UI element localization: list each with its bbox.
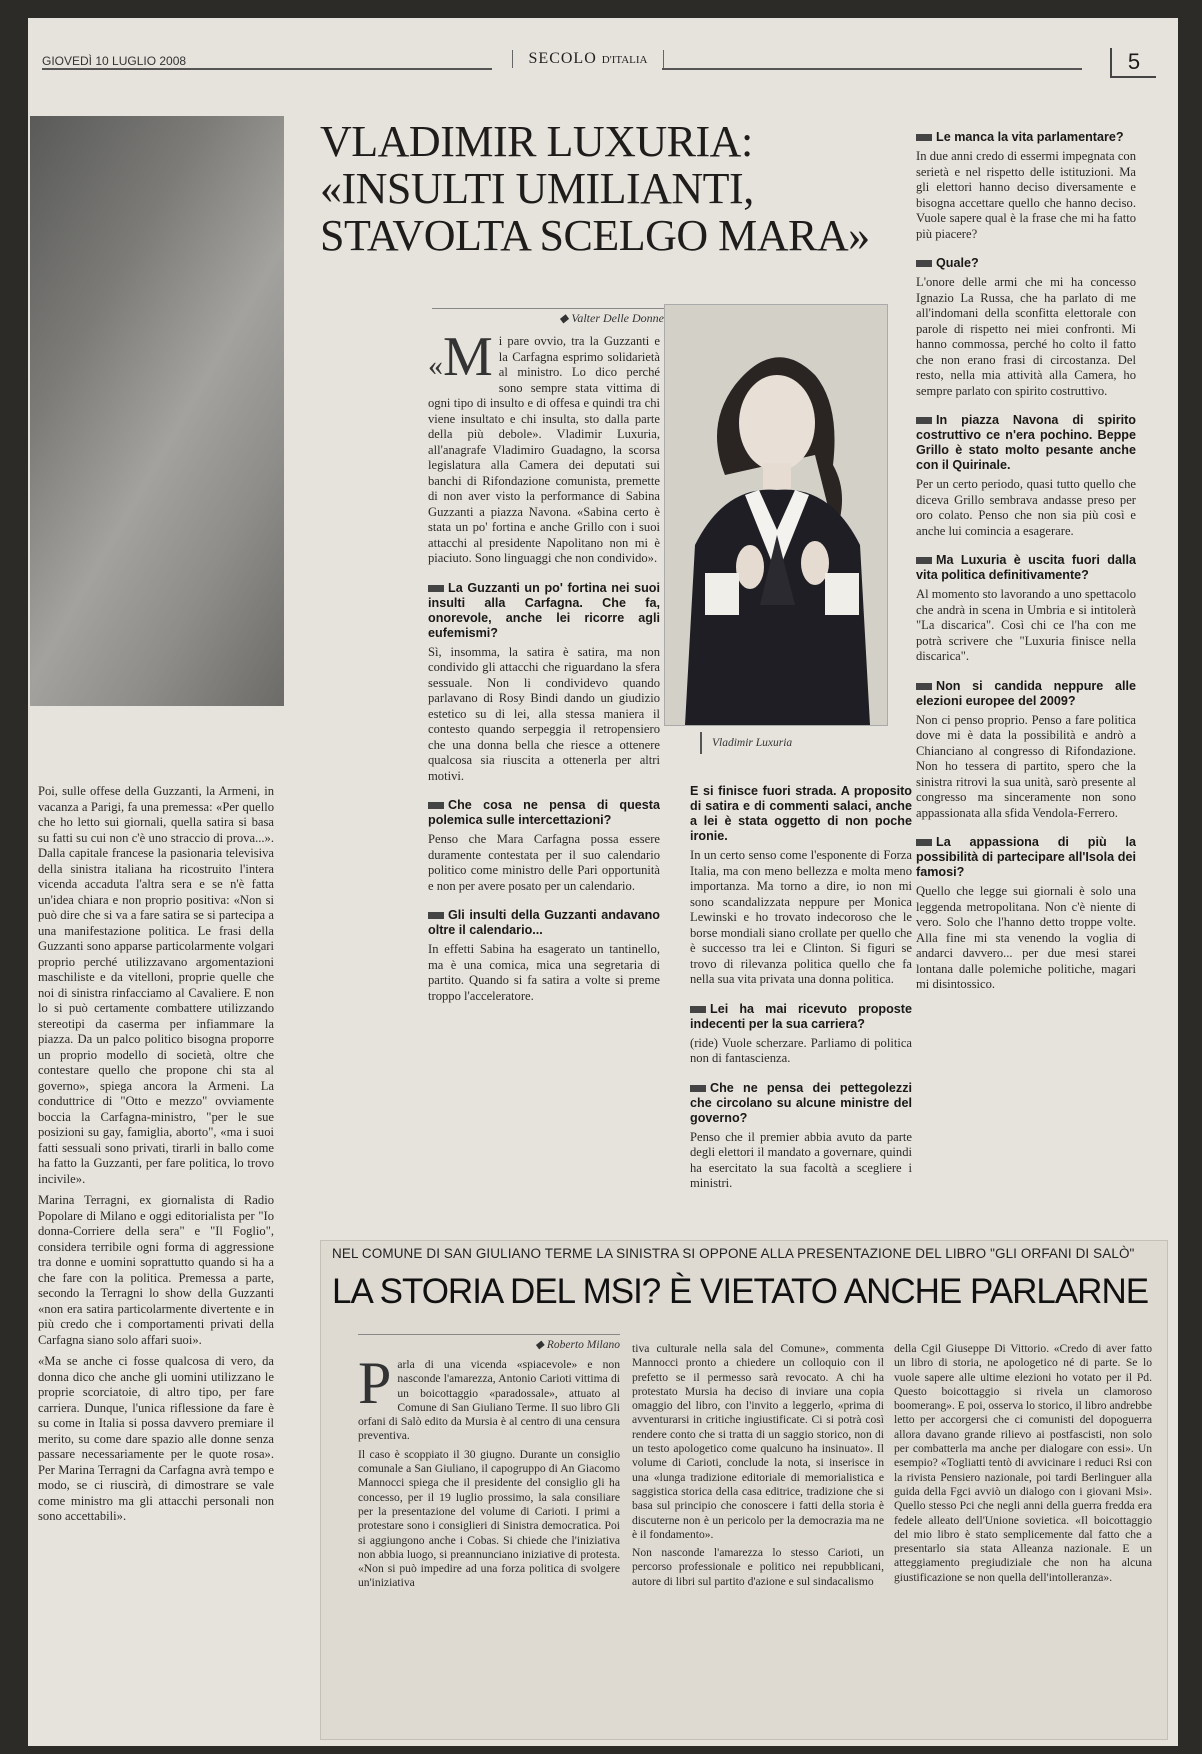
- question: [916, 413, 1136, 473]
- answer: In effetti Sabina ha esagerato un tantinello, ma è una comica, mica una segretaria di partito. Quando si fa satira a volte si preme troppo l'acceleratore.: [428, 942, 660, 1003]
- question-text: Lei ha mai ricevuto proposte indecenti per la sua carriera?: [690, 1001, 912, 1031]
- question: [916, 553, 1136, 583]
- left-paragraph: Marina Terragni, ex giornalista di Radio Popolare di Milano e oggi editorialista per "Io donna-Corriere della sera" e "Il Foglio", considera terribile ogni forma di aggressione tra donne e uomini soprattutto quando si ha a che fare con la politica. Premessa a parte, secondo la Terragni lo show della Guzzanti «non era satira particolarmente divertente e in più credo che i comportamenti privati della Carfagna siano solo affari suoi».: [38, 1193, 274, 1347]
- byline-name: Roberto Milano: [546, 1339, 620, 1351]
- question: [916, 130, 1136, 145]
- question: [916, 835, 1136, 880]
- article-column-3: [916, 116, 1136, 1206]
- question-text: Gli insulti della Guzzanti andavano oltre il calendario...: [428, 908, 660, 937]
- newspaper-page: [28, 18, 1178, 1746]
- answer: L'onore delle armi che mi ha concesso Ignazio La Russa, che ha parlato di me all'indomani della sconfitta elettorale con parole di rispetto nei miei confronti. Mi hanno commossa, perché ho colto il fatto che non erano frasi di circostanza. Del resto, nella mia attività alla Camera, ho sempre parlato con spirito costruttivo.: [916, 275, 1136, 398]
- question-marker: [428, 802, 444, 809]
- question-marker: [916, 260, 932, 267]
- article2-title: LA STORIA DEL MSI? È VIETATO ANCHE PARLARNE: [332, 1272, 1149, 1311]
- article-column-2: [690, 784, 912, 1204]
- photo-luxuria: [664, 304, 888, 726]
- intro-text: i pare ovvio, tra la Guzzanti e la Carfagna esprimo solidarietà al ministro. Lo dico perché sono sempre stata vittima di ogni tipo di insulto e di offesa e quindi tra chi viene insultato e chi insulta, sto dalla parte della più debole». Vladimir Luxuria, all'anagrafe Vladimiro Guadagno, la scorsa legislatura alla Camera dei deputati sui banchi di Rifondazione comunista, premette di non aver visto la performance di Sabina Guzzanti a piazza Navona. «Sabina certo è stata un po' fortina e anche Grillo con i suoi attacchi al presidente Napolitano non mi è piaciuto. Sono linguaggi che non condivido».: [428, 334, 660, 565]
- quote-mark: «: [428, 349, 443, 382]
- question-text: Non si candida neppure alle elezioni europee del 2009?: [916, 678, 1136, 708]
- question-text: La appassiona di più la possibilità di partecipare all'Isola dei famosi?: [916, 835, 1136, 879]
- answer: Penso che Mara Carfagna possa essere duramente contestata per il suo calendario politico come ministro delle Pari opportunità e non per avere posato per un calendario.: [428, 832, 660, 893]
- masthead-name: SECOLO: [528, 50, 597, 67]
- answer: Per un certo periodo, quasi tutto quello che diceva Grillo sembrava andasse preso per oro colato. Penso che non sia più così e anche lui comincia a esagerare.: [916, 477, 1136, 538]
- question: [916, 679, 1136, 709]
- article2-column-2: [632, 1342, 884, 1730]
- answer: Al momento sto lavorando a uno spettacolo che andrà in scena in Umbria e si intitolerà "La discarica". Così chi ce l'ha con me potrà scrivere che "Luxuria finisce nella discarica".: [916, 587, 1136, 663]
- question-text: E si finisce fuori strada. A proposito di satira e di commenti salaci, anche a lei è stata oggetto di non poche ironie.: [690, 784, 912, 843]
- question-marker: [690, 1006, 706, 1013]
- question-text: Che ne pensa dei pettegolezzi che circolano su alcune ministre del governo?: [690, 1080, 912, 1125]
- left-paragraph: «Ma se anche ci fosse qualcosa di vero, da donna dico che anche gli uomini utilizzano le proprie scorciatoie, di altro tipo, per fare carriera. Dunque, l'unica riflessione da fare è su come in Italia si possa davvero premiare il merito, su come dare spazio alle donne senza passare necessariamente per le quote rosa». Per Marina Terragni da Carfagna avrà tempo e modo, se ci riuscirà, di dimostrare se vale come ministro ma gli attacchi personali non sono accettabili».: [38, 1354, 274, 1523]
- header-rule-right: [662, 68, 1082, 70]
- article-column-1: [428, 334, 660, 1254]
- question: [690, 1081, 912, 1126]
- byline-name: Valter Delle Donne: [571, 311, 664, 325]
- question-text: Le manca la vita parlamentare?: [936, 130, 1124, 144]
- question-text: Quale?: [936, 256, 979, 270]
- issue-date: GIOVEDÌ 10 LUGLIO 2008: [42, 54, 187, 68]
- answer: Non ci penso proprio. Penso a fare politica dove mi è data la possibilità e andrò a Chianciano al congresso di Rifondazione. Non ho tessera di partito, spero che la sinistra ritrovi la sua unità, sarò presente al congresso ma sinceramente non sono appassionata alla sfida Vendola-Ferrero.: [916, 712, 1136, 820]
- paragraph-text: arla di una vicenda «spiacevole» e non nasconde l'amarezza, Antonio Carioti vittima di un boicottaggio «paradossale», attuato al Comune di San Giuliano Terme. Il suo libro Gli orfani di Salò edito da Mursia è al centro di una censura preventiva.: [358, 1358, 620, 1443]
- portrait-illustration: [665, 305, 887, 725]
- question-marker: [690, 1085, 706, 1092]
- article2-kicker: NEL COMUNE DI SAN GIULIANO TERME LA SINISTRA SI OPPONE ALLA PRESENTAZIONE DEL LIBRO "GLI ORFANI DI SALÒ": [332, 1246, 1135, 1261]
- answer: In due anni credo di essermi impegnata con serietà e nel rispetto delle istituzioni. Ma gli elettori hanno deciso diversamente e bisogna accettare quello che hanno deciso. Vuole sapere qual è la frase che mi ha fatto più piacere?: [916, 149, 1136, 241]
- article-byline: ◆ Valter Delle Donne: [432, 308, 664, 326]
- answer: Quello che legge sui giornali è solo una leggenda metropolitana. Non c'è niente di vero. Solo che l'hanno detto troppe volte. Alla fine mi sta venendo la voglia di andarci davvero... per due mesi starei lontana dalle polemiche politiche, magari mi disintossico.: [916, 884, 1136, 991]
- answer: (ride) Vuole scherzare. Parliamo di politica non di fantascienza.: [690, 1035, 912, 1065]
- article2-column-1: [358, 1358, 620, 1730]
- article2-paragraph: della Cgil Giuseppe Di Vittorio. «Credo di aver fatto un libro di storia, ne apologetico né di parte. Se lo vuole sapere alle ultime elezioni ho votato per il Pd. Questo boicottaggio si rivela un clamoroso boomerang». E poi, osserva lo storico, il libro andrebbe letto per accorgersi che ci comunisti del dopoguerra allora davano grande rilievo ai postfascisti, non solo per combatterla ma anche per dialogare con essi». Un esempio? «Togliatti tentò di avvicinare i reduci Rsi con la rivista Pensiero nazionale, poi tardi Berlinguer alla guida della Fgci avviò un dialogo con i giovani Msi». Quello stesso Pci che negli anni della guerra fredda era fedele alleato dell'Unione sovietica. «Il boicottaggio del mio libro è stato semplicemente dal fatto che a presentarlo sia stata Alleanza nazionale. E un atteggiamento pregiudiziale che non ha alcuna giustificazione se non quella dell'intolleranza».: [894, 1342, 1152, 1584]
- question-marker: [428, 912, 444, 919]
- article-title: VLADIMIR LUXURIA: «INSULTI UMILIANTI, STAVOLTA SCELGO MARA»: [320, 117, 870, 260]
- article2-byline: ◆ Roberto Milano: [358, 1334, 620, 1351]
- question: [690, 1002, 912, 1032]
- question-text: In piazza Navona di spirito costruttivo ce n'era pochino. Beppe Grillo è stato molto pesante anche con il Quirinale.: [916, 413, 1136, 472]
- article2-paragraph: [358, 1358, 620, 1444]
- article2-paragraph: tiva culturale nella sala del Comune», commenta Mannocci pronto a chiedere un colloquio con il prefetto se il permesso sarà revocato. A chi ha protestato Mursia ha deciso di inviare una copia omaggio del libro, con l'invito a leggerlo, «prima di avventurarsi in critiche ingiustificate. Ci si potrà così rendere conto che si tratta di un saggio storico, non di un testo apologetico come qualcuno ha insinuato». Il volume di Carioti, conclude la nota, si inserisce in una «lunga tradizione editoriale di memorialistica e saggistica storica della casa editrice, tradizione che si basa sul principio che conoscere i fatti della storia è discuterne non è un pericolo per la democrazia ma ne è il fondamento».: [632, 1342, 884, 1541]
- answer: In un certo senso come l'esponente di Forza Italia, ma con meno bellezza e molta meno importanza. Ma torno a dire, io non mi sono scandalizzata neppure per Monica Lewinski e ho trovato indecoroso che le borse mondiali siano crollate per quello che è successo tra lei e Clinton. Si figuri se trovo di rilevanza politica quello che fa nella sua vita privata una donna politica.: [690, 848, 912, 986]
- article2-column-3: [894, 1342, 1152, 1730]
- header-rule-left: [42, 68, 492, 70]
- article-left-column: [38, 784, 274, 1724]
- masthead-suffix: D'ITALIA: [601, 54, 648, 66]
- question: [916, 256, 1136, 271]
- article2-paragraph: Non nasconde l'amarezza lo stesso Carioti, un percorso professionale e politico nei repubblicani, autore di libri sul partito d'azione e sul sindacalismo: [632, 1546, 884, 1588]
- question-text: Ma Luxuria è uscita fuori dalla vita politica definitivamente?: [916, 553, 1136, 582]
- answer: Sì, insomma, la satira è satira, ma non condivido gli attacchi che riguardano la sfera sessuale. Non li condividevo quando parlavano di Rosy Bindi dando un giudizio estetico su di lei, alla stessa maniera il contesto quando serpeggia il retropensiero che una donna bella che riesce a ottenere qualcosa sia riuscita a ottenerla per altri motivi.: [428, 644, 660, 783]
- page-number: 5: [1110, 48, 1156, 78]
- question: [428, 908, 660, 938]
- intro-paragraph: [428, 334, 660, 567]
- question: [428, 798, 660, 828]
- photo-left: [30, 116, 284, 706]
- dropcap-letter: M: [443, 334, 493, 388]
- question: [428, 581, 660, 641]
- masthead: [512, 50, 664, 68]
- photo-caption: Vladimir Luxuria: [700, 732, 862, 754]
- question-text: Che cosa ne pensa di questa polemica sulle intercettazioni?: [428, 798, 660, 827]
- question-marker: [916, 134, 932, 141]
- dropcap: P: [358, 1358, 392, 1416]
- dropcap: [428, 334, 493, 389]
- article2-paragraph: Il caso è scoppiato il 30 giugno. Durante un consiglio comunale a San Giuliano, il capogruppo di An Giacomo Mannocci spiega che il presidente del consiglio gli ha concesso, per il 19 luglio prossimo, la sala consiliare per la presentazione del volume di Carioti. I primi a protestare sono i consiglieri di Sinistra democratica. Poi si aggiungono anche i Cobas. Si chiede che l'iniziativa non abbia luogo, si preannunciano iniziative di protesta. «Non si può impedire ad una forza politica di svolgere un'iniziativa: [358, 1447, 620, 1590]
- question-marker: [916, 839, 932, 846]
- question-marker: [916, 417, 932, 424]
- question-marker: [916, 557, 932, 564]
- question: [690, 784, 912, 844]
- question-text: La Guzzanti un po' fortina nei suoi insulti alla Carfagna. Che fa, onorevole, anche lei ricorre agli eufemismi?: [428, 580, 660, 640]
- answer: Penso che il premier abbia avuto da parte degli elettori il mandato a governare, quindi ha esercitato la sua facoltà a scegliere i ministri.: [690, 1129, 912, 1190]
- question-marker: [916, 683, 932, 690]
- left-paragraph: Poi, sulle offese della Guzzanti, la Armeni, in vacanza a Parigi, fa una premessa: «Per quello che ho letto sui giornali, quella satira si basa su fatti su cui non c'è uno straccio di prova...». Dalla capitale francese la pasionaria televisiva della sinistra italiana ha ricostruito l'intera vicenda accaduta l'altra sera e se n'è fatta un'idea chiara e non proprio positiva: «Non si può dire che si va a fare satira se si partecipa a una manifestazione politica. Le frasi della Guzzanti sono apparse particolarmente volgari proprio perché utilizzavano argomentazioni maschiliste e da vitelloni, proprie quelle che noi di sinistra rinfacciamo al Cavaliere. E non lo si può certamente combattere utilizzando stereotipi da caserma per infiammare la piazza. Da un palco politico bisogna proporre un proprio modello di società, oltre che contestare quello che propone chi sta al governo», spiega ancora la Armeni. La conduttrice di "Otto e mezzo" ovviamente boccia la Carfagna-ministro, "per le sue posizioni su gay, famiglia, aborto", «ma i suoi fatti sessuali sono privati, tirarli in ballo come ha fatto la Guzzanti, per fare politica, lo trovo incivile».: [38, 784, 274, 1186]
- question-marker: [428, 585, 444, 592]
